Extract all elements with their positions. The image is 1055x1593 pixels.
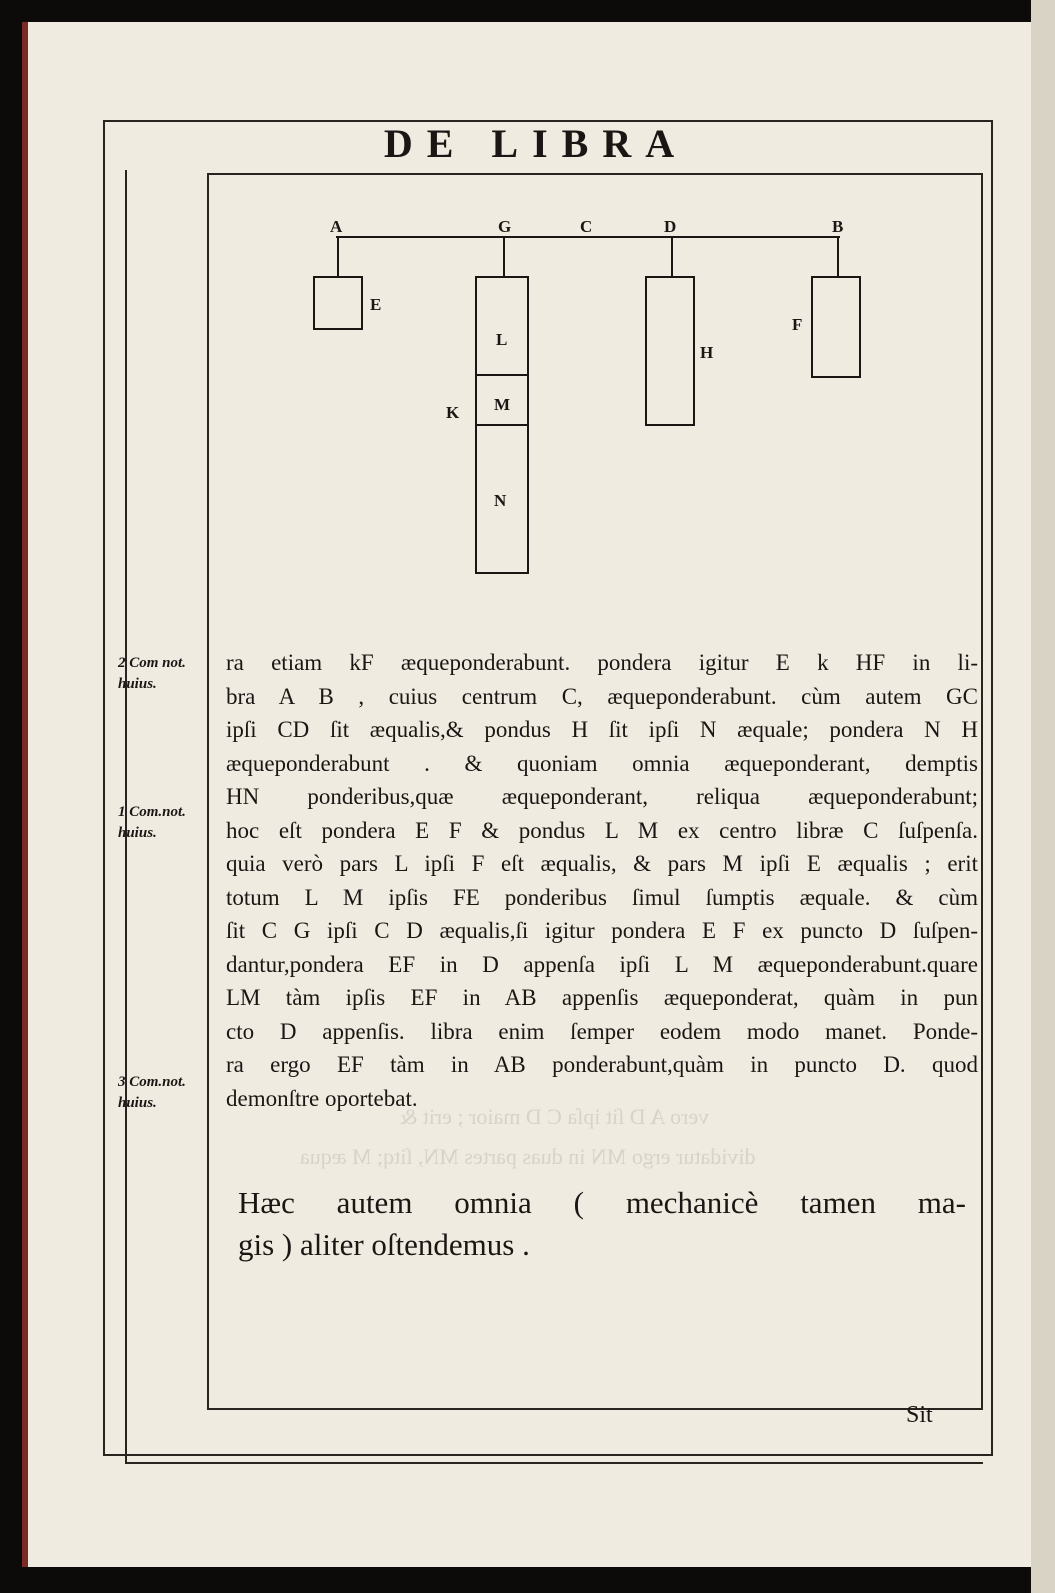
margin-note-2: 1 Com.not. huius. bbox=[118, 804, 186, 841]
text-line: HN ponderibus,quæ æqueponderant, reliqua æqueponderabunt; bbox=[226, 784, 978, 809]
show-through-text: dividatur ergo MN in duas partes MN, ſitq; M æqua bbox=[300, 1144, 756, 1169]
label-h: H bbox=[700, 343, 714, 362]
weight-h bbox=[646, 277, 694, 425]
margin-note-1: 2 Com not. huius. bbox=[118, 655, 186, 692]
text-line: LM tàm ipſis EF in AB appenſis æqueponderat, quàm in pun bbox=[226, 985, 978, 1010]
label-n: N bbox=[494, 491, 507, 510]
label-m: M bbox=[494, 395, 511, 414]
label-c: C bbox=[580, 217, 593, 236]
text-line: æqueponderabunt . & quoniam omnia æqueponderant, demptis bbox=[226, 750, 978, 776]
label-g: G bbox=[498, 217, 512, 236]
label-a: A bbox=[330, 217, 343, 236]
show-through-text: vero A D ſit ipſa C D maior ; erit & bbox=[400, 1104, 710, 1129]
weight-e bbox=[314, 277, 362, 329]
label-l: L bbox=[496, 330, 508, 349]
facing-page-edge bbox=[1031, 0, 1055, 1593]
text-line: totum L M ipſis FE ponderibus ſimul ſumptis æquale. & cùm bbox=[226, 884, 978, 910]
balance-diagram bbox=[300, 200, 900, 600]
header bbox=[103, 118, 969, 170]
text-line: ſit C G ipſi C D æqualis,ſi igitur pondera E F ex puncto D ſuſpen- bbox=[226, 918, 978, 943]
label-d: D bbox=[664, 217, 677, 236]
catchword: Sit bbox=[906, 1402, 933, 1428]
text-line: cto D appenſis. libra enim ſemper eodem modo manet. Ponde- bbox=[226, 1018, 978, 1044]
closing-statement bbox=[238, 1182, 966, 1266]
text-line: ra etiam kF æqueponderabunt. pondera igitur E k HF in li- bbox=[226, 650, 978, 675]
closing-line: Hæc autem omnia ( mechanicè tamen ma- bbox=[238, 1185, 966, 1220]
label-f: F bbox=[792, 315, 803, 334]
closing-line: gis ) aliter oſtendemus . bbox=[238, 1227, 530, 1262]
label-k: K bbox=[446, 403, 460, 422]
label-b: B bbox=[832, 217, 844, 236]
weight-f bbox=[812, 277, 860, 377]
text-line: ipſi CD ſit æqualis,& pondus H ſit ipſi N æquale; pondera N H bbox=[226, 717, 978, 742]
label-e: E bbox=[370, 295, 382, 314]
text-line: ra ergo EF tàm in AB ponderabunt,quàm in puncto D. quod bbox=[226, 1052, 978, 1077]
text-line: demonſtre oportebat. bbox=[226, 1085, 418, 1111]
page-title: DE LIBRA bbox=[383, 121, 689, 166]
body-text bbox=[226, 646, 978, 1115]
bottom-rule bbox=[125, 1462, 983, 1464]
margin-note-3: 3 Com.not. huius. bbox=[118, 1074, 186, 1111]
text-line: dantur,pondera EF in D appenſa ipſi L M æqueponderabunt.quare bbox=[226, 951, 978, 977]
text-line: hoc eſt pondera E F & pondus L M ex centro libræ C ſuſpenſa. bbox=[226, 817, 978, 843]
text-line: quia verò pars L ipſi F eſt æqualis, & pars M ipſi E æqualis ; erit bbox=[226, 851, 978, 876]
text-line: bra A B , cuius centrum C, æqueponderabunt. cùm autem GC bbox=[226, 683, 978, 709]
